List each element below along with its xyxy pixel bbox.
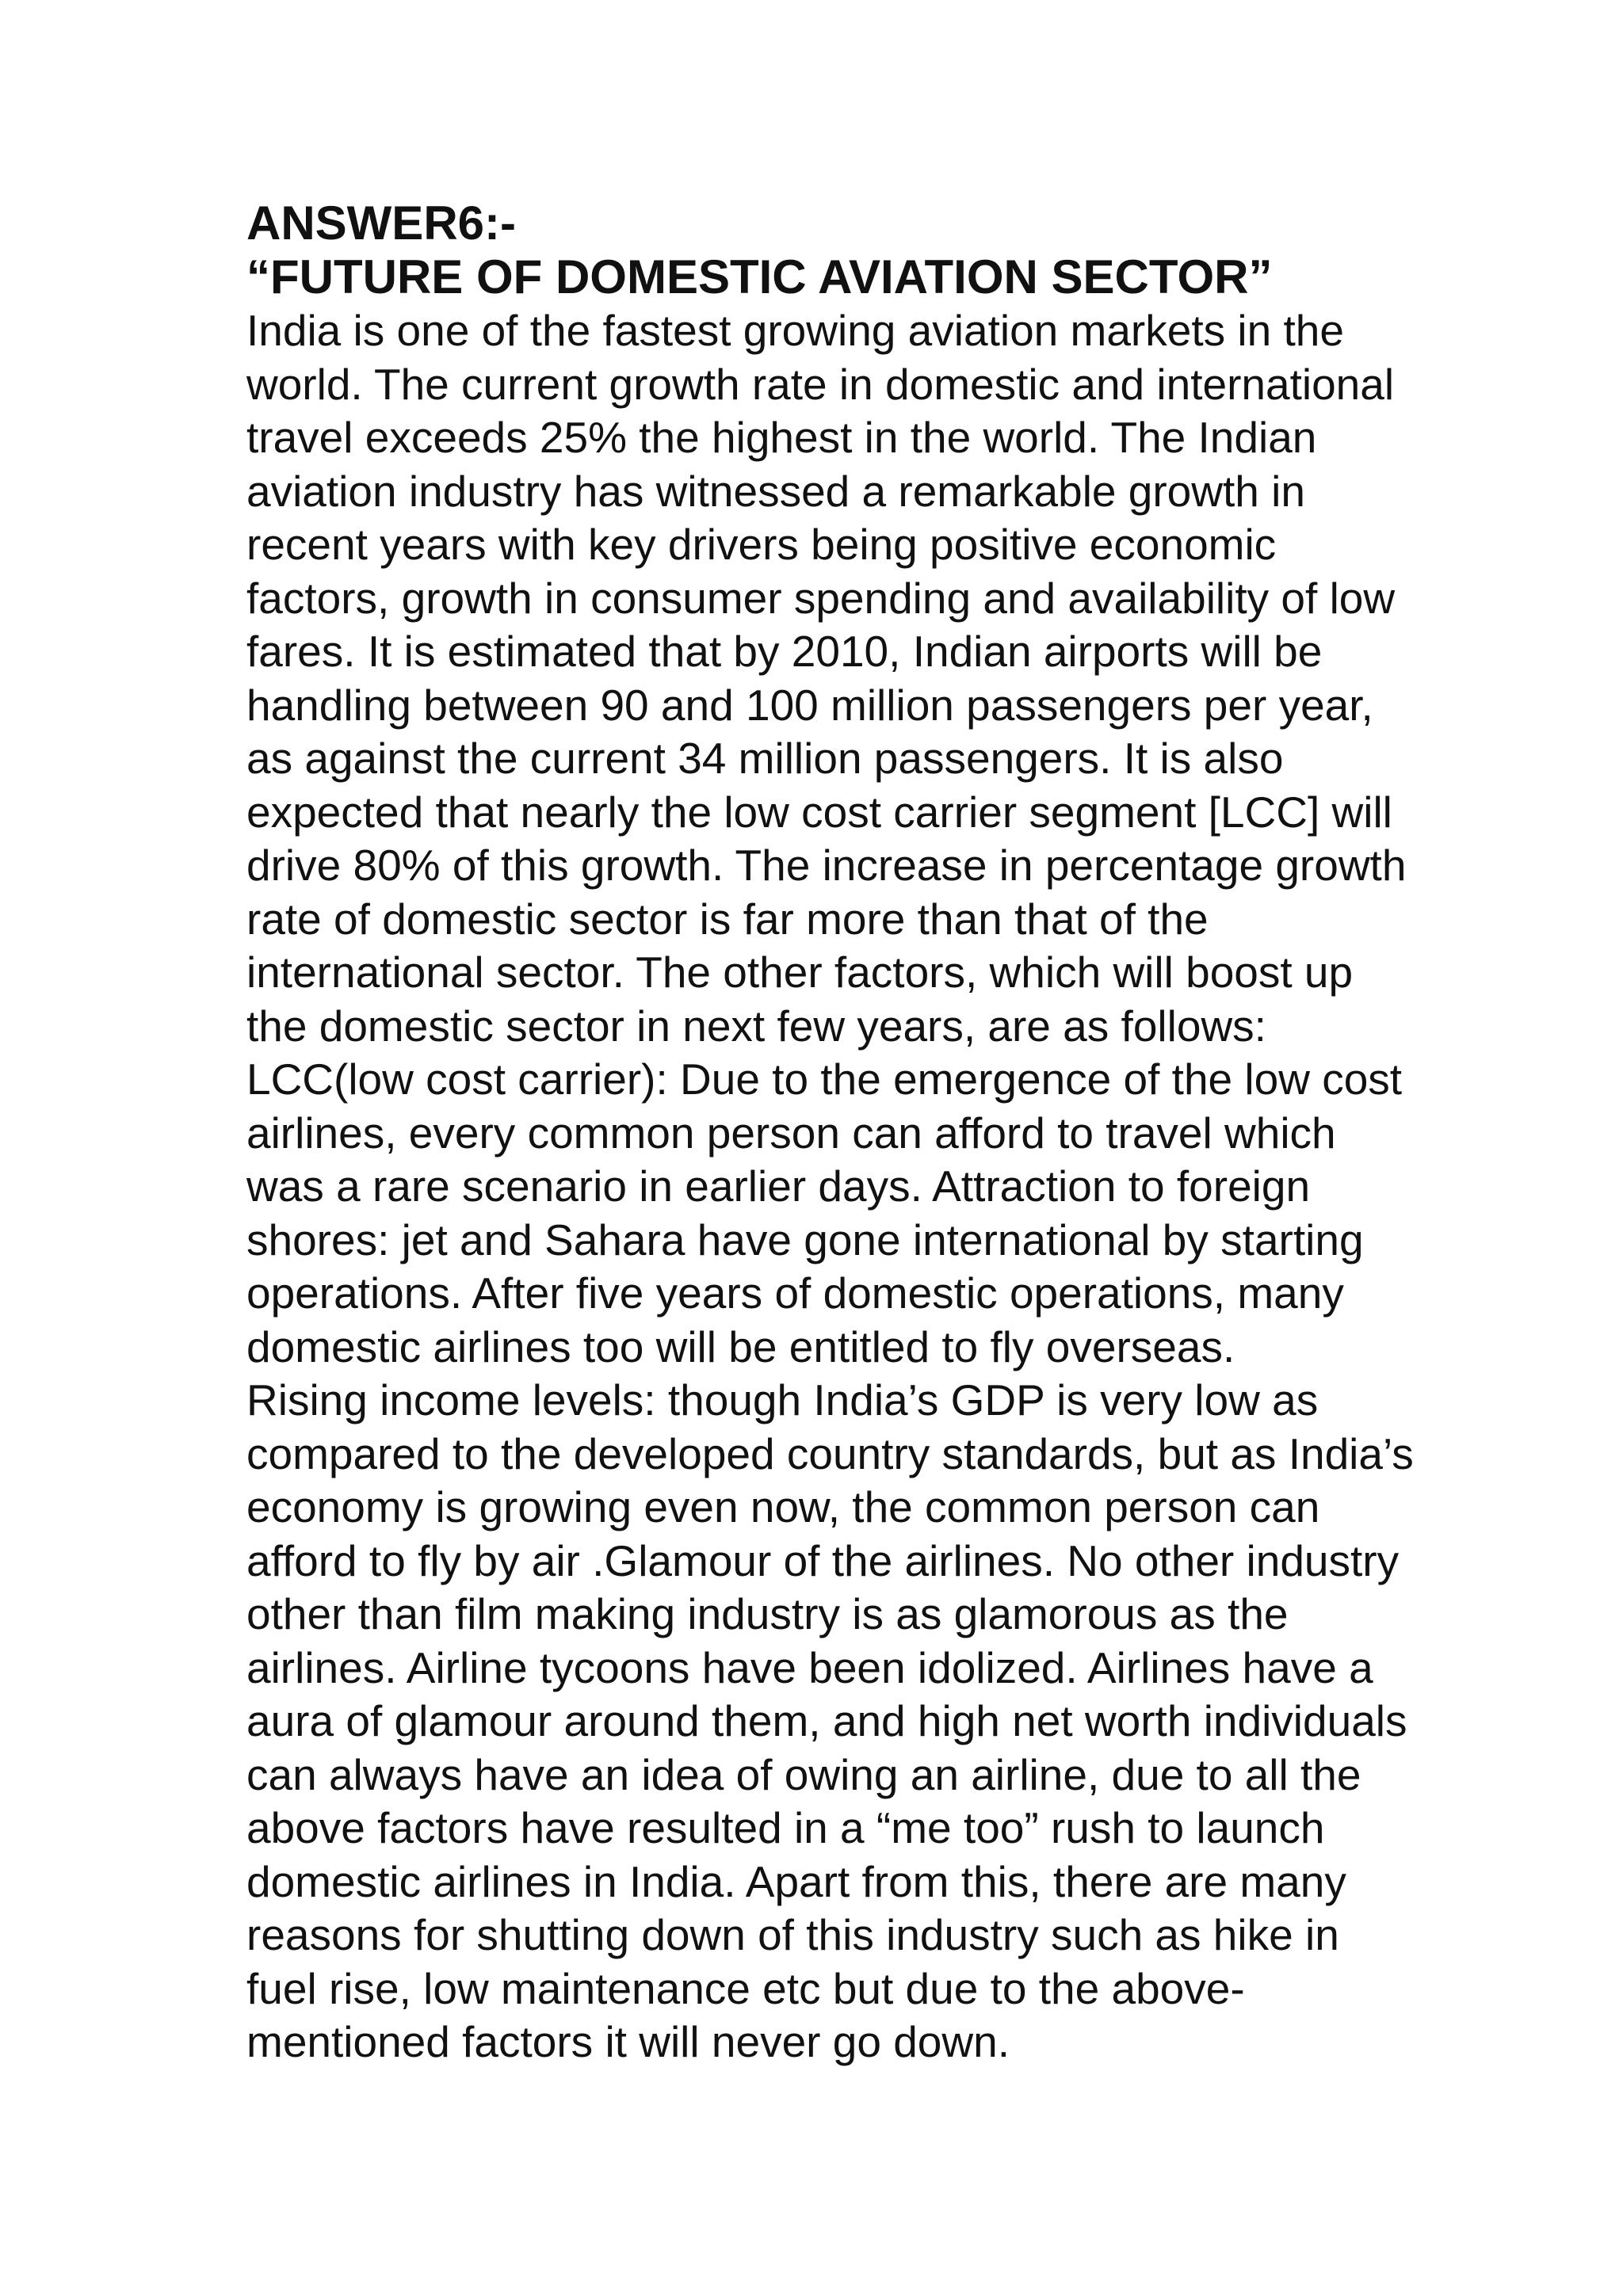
document-title: “FUTURE OF DOMESTIC AVIATION SECTOR” — [246, 250, 1273, 303]
answer-label: ANSWER6:- — [246, 196, 516, 250]
text-line: recent years with key drivers being positive economic — [246, 520, 1277, 569]
text-line: can always have an idea of owing an airline, due to all the — [246, 1749, 1361, 1799]
text-line: aura of glamour around them, and high net worth individuals — [246, 1696, 1407, 1745]
text-line: fuel rise, low maintenance etc but due to the above- — [246, 1963, 1245, 2013]
text-line: international sector. The other factors, which will boost up — [246, 948, 1354, 997]
text-line: expected that nearly the low cost carrier segment [LCC] will — [246, 787, 1392, 837]
text-line: airlines, every common person can afford to travel which — [246, 1108, 1336, 1158]
text-line: rate of domestic sector is far more than that of the — [246, 894, 1209, 944]
text-line: reasons for shutting down of this industry such as hike in — [246, 1910, 1339, 1959]
text-line: drive 80% of this growth. The increase in percentage growth — [246, 841, 1407, 890]
text-line: economy is growing even now, the common person can — [246, 1482, 1320, 1531]
text-line: world. The current growth rate in domestic and international — [246, 359, 1395, 409]
text-line: Rising income levels: though India’s GDP is very low as — [246, 1375, 1319, 1425]
text-line: factors, growth in consumer spending and availability of low — [246, 573, 1396, 623]
text-line: was a rare scenario in earlier days. Attraction to foreign — [246, 1161, 1311, 1211]
text-line: domestic airlines in India. Apart from this, there are many — [246, 1856, 1346, 1906]
document-content — [246, 196, 1514, 2069]
text-line: other than film making industry is as glamorous as the — [246, 1589, 1289, 1638]
text-line: shores: jet and Sahara have gone international by starting — [246, 1215, 1364, 1264]
body-paragraph — [246, 304, 1514, 2069]
text-line: fares. It is estimated that by 2010, Indian airports will be — [246, 627, 1323, 676]
text-line: aviation industry has witnessed a remarkable growth in — [246, 466, 1305, 516]
text-line: travel exceeds 25% the highest in the world. The Indian — [246, 413, 1317, 462]
text-line: handling between 90 and 100 million passengers per year, — [246, 680, 1373, 730]
text-line: compared to the developed country standards, but as India’s — [246, 1428, 1414, 1478]
text-line: as against the current 34 million passengers. It is also — [246, 734, 1284, 783]
text-line: mentioned factors it will never go down. — [246, 2017, 1010, 2066]
text-line: India is one of the fastest growing aviation markets in the — [246, 306, 1344, 355]
text-line: LCC(low cost carrier): Due to the emergence of the low cost — [246, 1055, 1403, 1104]
text-line: domestic airlines too will be entitled to fly overseas. — [246, 1322, 1235, 1371]
text-line: the domestic sector in next few years, are as follows: — [246, 1001, 1266, 1051]
text-line: above factors have resulted in a “me too” rush to launch — [246, 1803, 1325, 1852]
text-line: airlines. Airline tycoons have been idolized. Airlines have a — [246, 1642, 1373, 1692]
text-line: afford to fly by air .Glamour of the airlines. No other industry — [246, 1535, 1400, 1585]
text-line: operations. After five years of domestic operations, many — [246, 1268, 1344, 1318]
